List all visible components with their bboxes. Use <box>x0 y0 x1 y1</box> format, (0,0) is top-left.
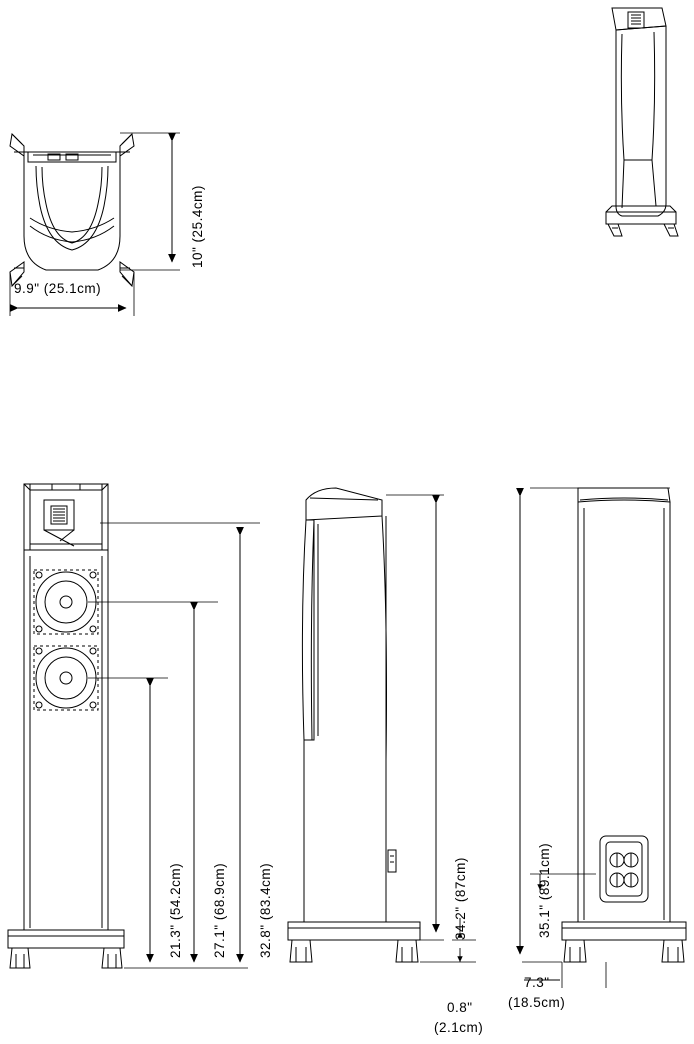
dim-foot-height: 0.8" <box>447 1000 473 1015</box>
perspective-view-drawing <box>606 8 678 236</box>
rear-view-drawing <box>562 488 686 962</box>
dim-front-total: 32.8" (83.4cm) <box>258 862 273 958</box>
dim-base-width: 7.3" <box>524 975 550 990</box>
dim-base-width-metric: (18.5cm) <box>508 995 566 1010</box>
dim-front-tweeter-to-base: 21.3" (54.2cm) <box>168 862 183 958</box>
dim-side-total: 34.2" (87cm) <box>453 857 468 940</box>
front-view-drawing <box>8 484 124 968</box>
top-view-height-dimension <box>120 133 180 270</box>
dim-foot-height-metric: (2.1cm) <box>434 1020 484 1035</box>
side-view-drawing <box>288 488 420 962</box>
dim-top-height: 10" (25.4cm) <box>190 185 205 268</box>
front-view-dimensions <box>124 535 248 968</box>
front-view-leader-lines <box>88 523 260 678</box>
dim-top-width: 9.9" (25.1cm) <box>14 281 102 296</box>
dim-front-woofer-to-base: 27.1" (68.9cm) <box>212 862 227 958</box>
dim-rear-total: 35.1" (89.1cm) <box>537 842 552 938</box>
top-view-drawing <box>10 134 134 286</box>
